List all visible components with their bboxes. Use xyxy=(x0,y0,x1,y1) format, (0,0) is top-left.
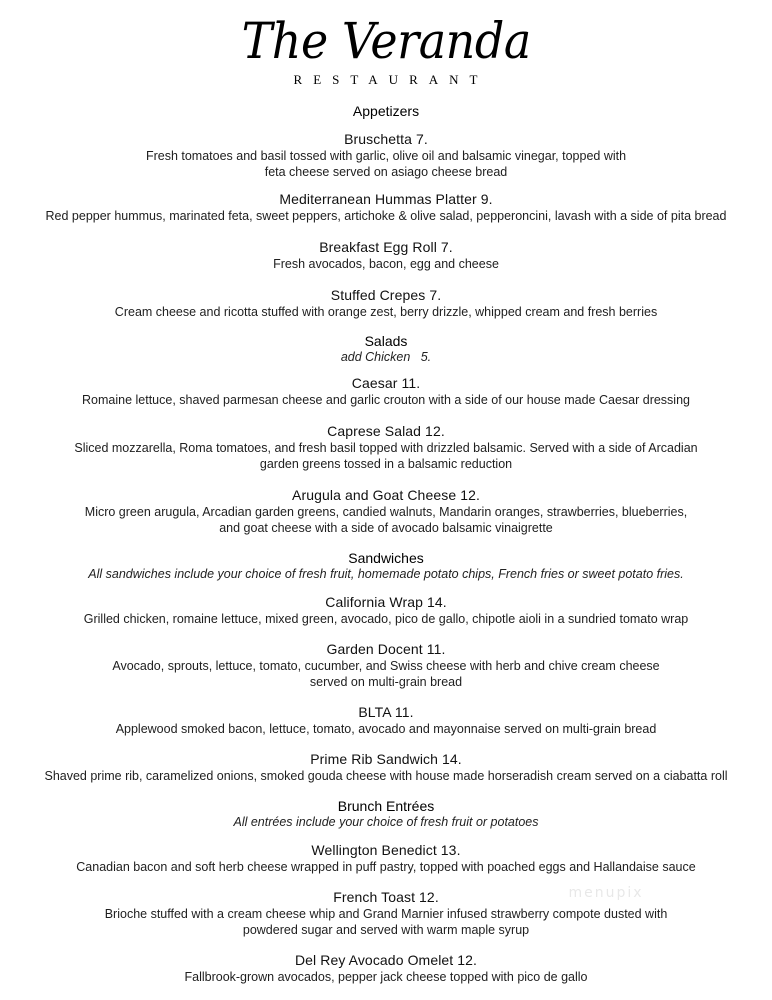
item-name: Caprese Salad 12. xyxy=(327,423,445,439)
section-note-salads: add Chicken 5. xyxy=(340,350,432,364)
menu-item xyxy=(0,375,772,408)
section-title-appetizers: Appetizers xyxy=(352,103,420,119)
item-description: Fresh tomatoes and basil tossed with garlic, olive oil and balsamic vinegar, topped with xyxy=(145,149,627,163)
item-name: Stuffed Crepes 7. xyxy=(330,287,442,303)
item-description: Shaved prime rib, caramelized onions, smoked gouda cheese with house made horseradish cream served on a ciabatta roll xyxy=(44,769,728,783)
item-name: Bruschetta 7. xyxy=(344,131,428,147)
item-description: garden greens tossed in a balsamic reduction xyxy=(259,457,513,471)
item-description: Fresh avocados, bacon, egg and cheese xyxy=(273,257,499,271)
logo-script-title: The Veranda xyxy=(241,12,531,70)
menu-item xyxy=(0,191,772,224)
menu-item xyxy=(0,487,772,536)
item-description: Canadian bacon and soft herb cheese wrapped in puff pastry, topped with poached eggs and Hallandaise sauce xyxy=(76,860,696,874)
section-title-brunch: Brunch Entrées xyxy=(337,798,435,814)
restaurant-logo xyxy=(0,0,772,102)
menu-item xyxy=(0,704,772,737)
item-name: Wellington Benedict 13. xyxy=(311,842,461,858)
item-name: Arugula and Goat Cheese 12. xyxy=(292,487,480,503)
item-name: Caesar 11. xyxy=(351,375,421,391)
menu-item xyxy=(0,287,772,320)
section-note-brunch: All entrées include your choice of fresh fruit or potatoes xyxy=(233,815,539,829)
item-name: Garden Docent 11. xyxy=(326,641,446,657)
menu-content xyxy=(0,103,772,985)
item-description: Avocado, sprouts, lettuce, tomato, cucumber, and Swiss cheese with herb and chive cream cheese xyxy=(112,659,660,673)
section-title-salads: Salads xyxy=(364,333,408,349)
item-description: Applewood smoked bacon, lettuce, tomato, avocado and mayonnaise served on multi-grain bread xyxy=(115,722,657,736)
item-description: served on multi-grain bread xyxy=(309,675,463,689)
item-description: Cream cheese and ricotta stuffed with orange zest, berry drizzle, whipped cream and fresh berries xyxy=(114,305,658,319)
item-description: Grilled chicken, romaine lettuce, mixed green, avocado, pico de gallo, chipotle aioli in a sundried tomato wrap xyxy=(83,612,689,626)
item-description: powdered sugar and served with warm maple syrup xyxy=(242,923,530,937)
menu-item xyxy=(0,952,772,985)
menu-item xyxy=(0,423,772,472)
item-name: Mediterranean Hummas Platter 9. xyxy=(279,191,493,207)
watermark: menupix xyxy=(568,885,644,901)
item-description: Fallbrook-grown avocados, pepper jack cheese topped with pico de gallo xyxy=(184,970,588,984)
item-description: Micro green arugula, Arcadian garden greens, candied walnuts, Mandarin oranges, strawberries, blueberries, xyxy=(84,505,688,519)
menu-item xyxy=(0,842,772,875)
item-description: Red pepper hummus, marinated feta, sweet peppers, artichoke & olive salad, pepperoncini, lavash with a side of pita bread xyxy=(45,209,727,223)
menu-item xyxy=(0,751,772,784)
item-description: feta cheese served on asiago cheese bread xyxy=(264,165,508,179)
item-name: Del Rey Avocado Omelet 12. xyxy=(294,952,478,968)
menu-item xyxy=(0,594,772,627)
item-description: Brioche stuffed with a cream cheese whip and Grand Marnier infused strawberry compote dusted with xyxy=(104,907,668,921)
item-name: Breakfast Egg Roll 7. xyxy=(319,239,453,255)
item-name: BLTA 11. xyxy=(358,704,414,720)
item-name: California Wrap 14. xyxy=(325,594,447,610)
item-description: and goat cheese with a side of avocado balsamic vinaigrette xyxy=(219,521,553,535)
section-title-sandwiches: Sandwiches xyxy=(348,550,424,566)
item-description: Romaine lettuce, shaved parmesan cheese and garlic crouton with a side of our house made Caesar dressing xyxy=(82,393,690,407)
menu-item xyxy=(0,239,772,272)
section-note-sandwiches: All sandwiches include your choice of fresh fruit, homemade potato chips, French fries or sweet potato fries. xyxy=(88,567,684,581)
item-name: Prime Rib Sandwich 14. xyxy=(310,751,462,767)
logo-subtitle: RESTAURANT xyxy=(293,72,489,87)
menu-item xyxy=(0,641,772,690)
menu-item xyxy=(0,131,772,180)
item-name: French Toast 12. xyxy=(333,889,439,905)
item-description: Sliced mozzarella, Roma tomatoes, and fresh basil topped with drizzled balsamic. Served with a side of Arcadian xyxy=(74,441,698,455)
